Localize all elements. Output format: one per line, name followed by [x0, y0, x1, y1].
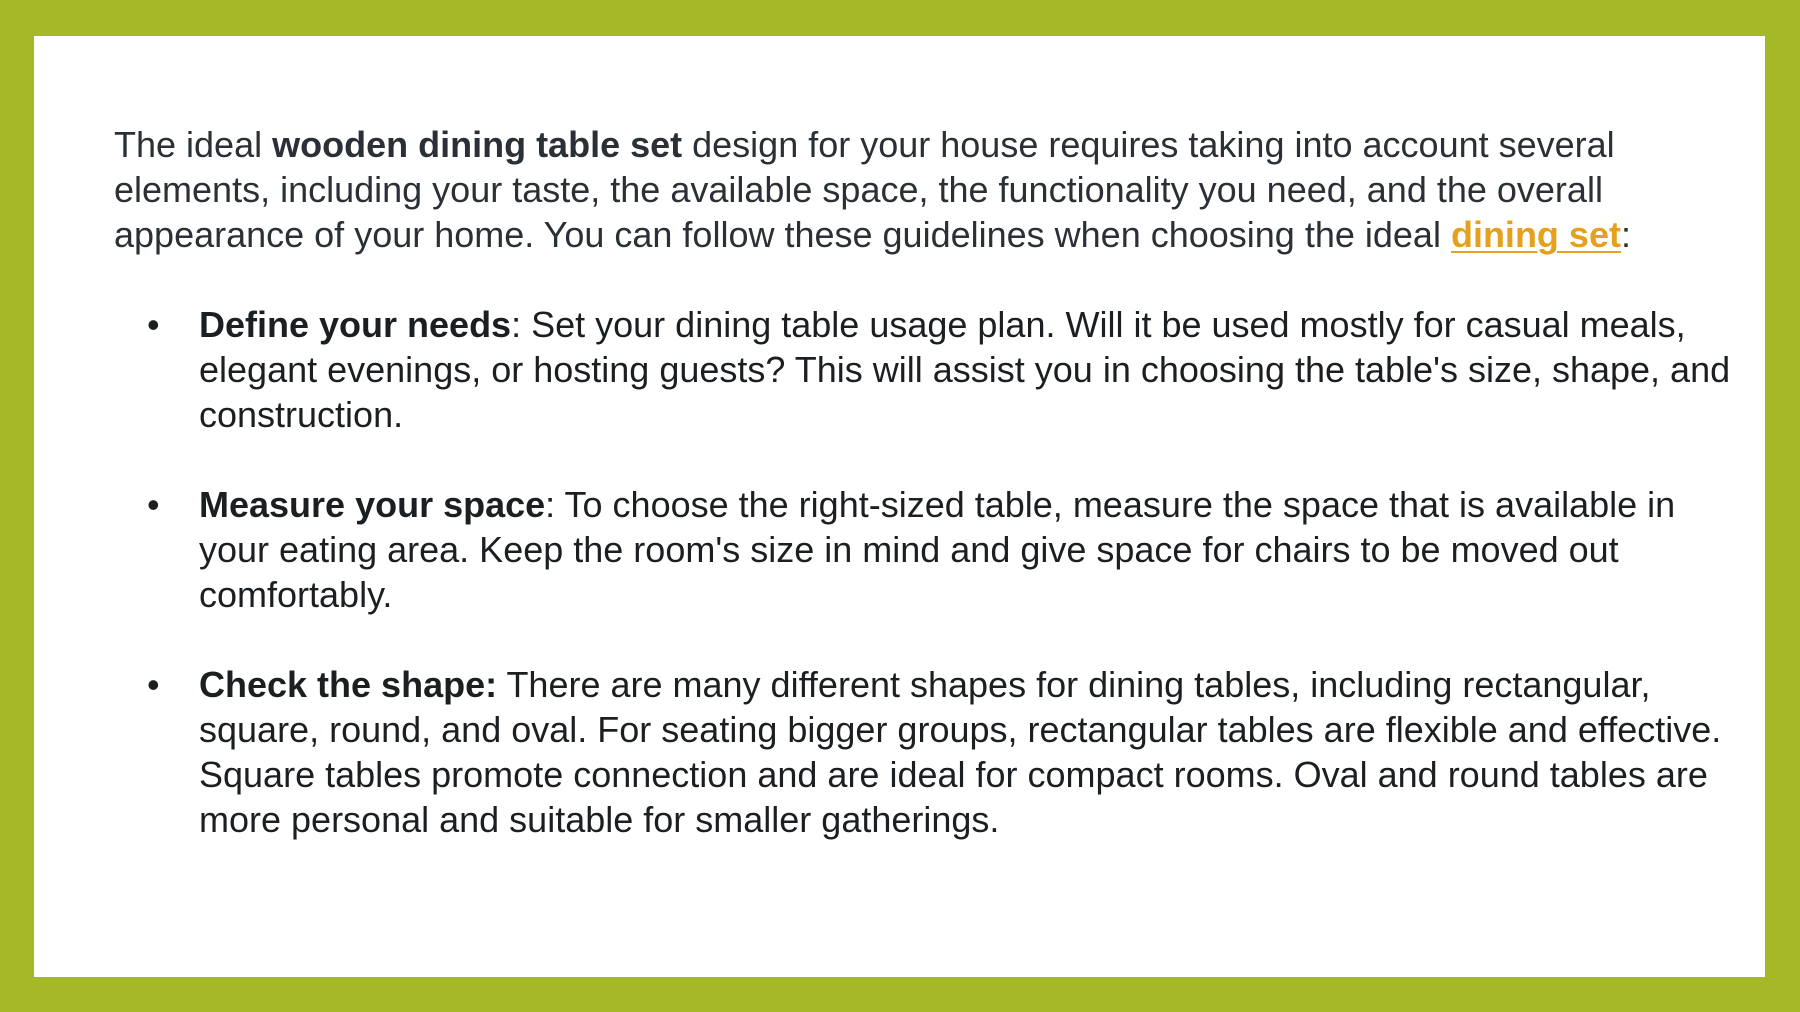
bullet-icon: •	[147, 304, 160, 345]
intro-bold-phrase: wooden dining table set	[272, 124, 683, 165]
intro-text-before: The ideal	[114, 124, 273, 165]
list-item	[114, 662, 1739, 842]
list-item-heading: Check the shape:	[199, 664, 498, 705]
list-item-heading: Measure your space	[199, 484, 546, 525]
slide-content	[114, 122, 1731, 842]
bullet-icon: •	[147, 484, 160, 525]
intro-paragraph	[114, 122, 1684, 257]
list-item	[114, 302, 1739, 437]
dining-set-link[interactable]: dining set	[1450, 214, 1621, 255]
bullet-icon: •	[147, 664, 160, 705]
list-item-body: There are many different shapes for dining tables, including rectangular, square, round, and oval. For seating bigger groups, rectangular tables are flexible and effective. Square tables promote connection and are ideal for compact rooms. Oval and round tables are more personal and suitable for smaller gatherings.	[199, 664, 1722, 840]
list-item-heading: Define your needs	[199, 304, 512, 345]
list-item-body: : Set your dining table usage plan. Will it be used mostly for casual meals, elegant evenings, or hosting guests? This will assist you in choosing the table's size, shape, and construction.	[199, 304, 1731, 435]
guideline-list	[114, 302, 1731, 842]
intro-text-after: :	[1620, 214, 1631, 255]
intro-text-middle: design for your house requires taking into account several elements, including your taste, the available space, the functionality you need, and the overall appearance of your home. You can follow these guidelines when choosing the ideal	[114, 124, 1615, 255]
list-item	[114, 482, 1739, 617]
list-item-body: : To choose the right-sized table, measure the space that is available in your eating area. Keep the room's size in mind and give space for chairs to be moved out comfortably.	[199, 484, 1676, 615]
slide-frame	[34, 36, 1765, 977]
